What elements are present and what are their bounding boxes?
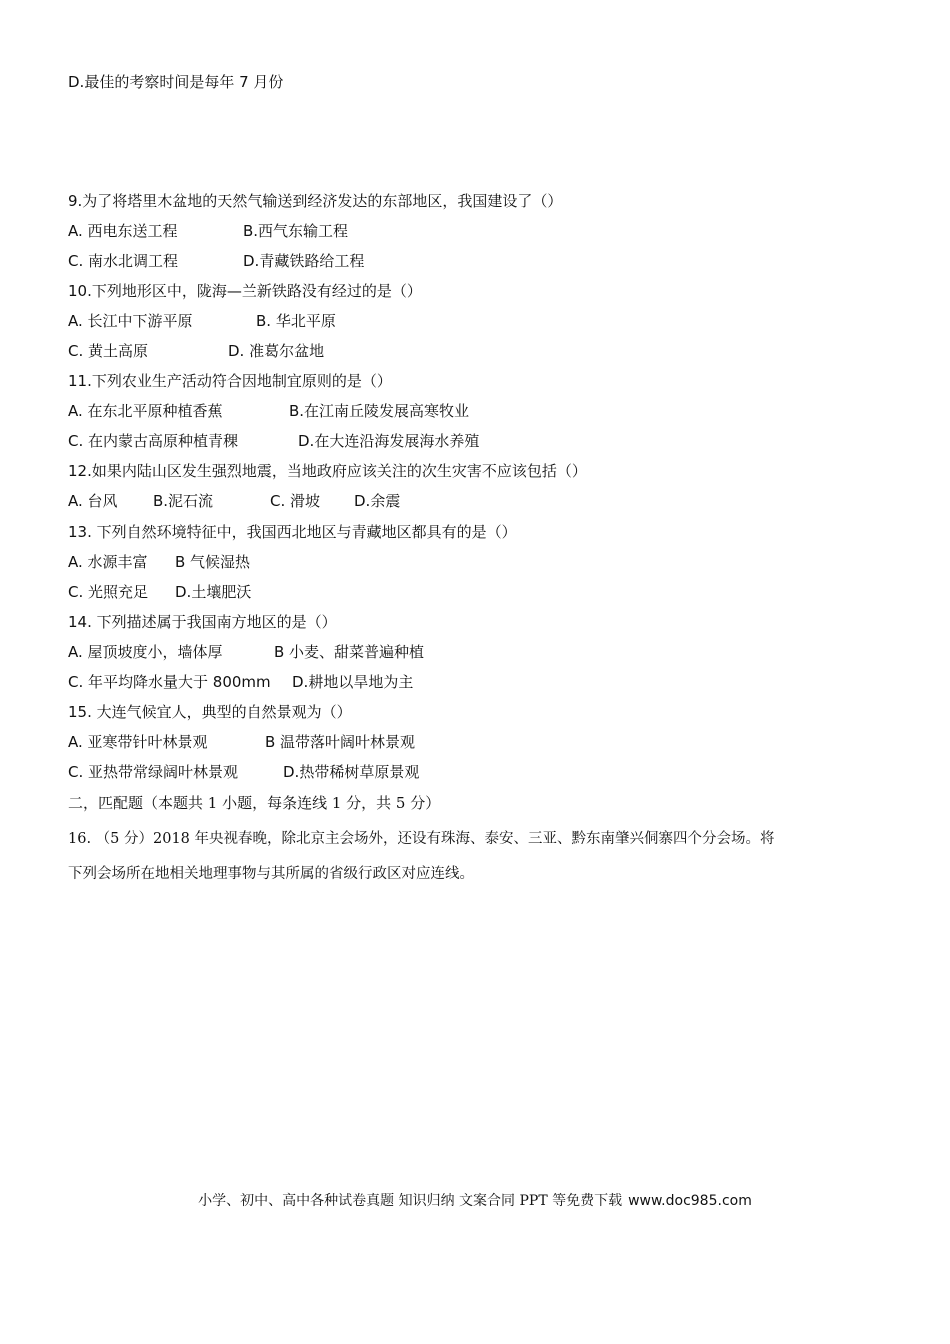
question-13-option-b: B 气候湿热 bbox=[175, 553, 251, 571]
question-11-option-d: D.在大连沿海发展海水养殖 bbox=[298, 432, 480, 450]
question-12-option-d: D.余震 bbox=[354, 492, 401, 510]
question-15-options-row-1 bbox=[68, 732, 415, 752]
question-15: 15. 大连气候宜人，典型的自然景观为（） bbox=[68, 703, 352, 721]
question-16-line-2: 下列会场所在地相关地理事物与其所属的省级行政区对应连线。 bbox=[68, 866, 474, 882]
footer bbox=[0, 1192, 950, 1210]
question-10-option-c: C. 黄土高原 bbox=[68, 342, 149, 360]
question-15-option-b: B 温带落叶阔叶林景观 bbox=[265, 733, 416, 751]
question-9-option-b: B.西气东输工程 bbox=[243, 222, 349, 240]
question-14-options-row-1 bbox=[68, 642, 424, 662]
footer-text: 小学、初中、高中各种试卷真题 知识归纳 文案合同 PPT 等免费下载 bbox=[198, 1193, 623, 1209]
question-14-options-row-2 bbox=[68, 672, 413, 692]
question-16-line-1: 16. （5 分）2018 年央视春晚，除北京主会场外，还设有珠海、泰安、三亚、黔东南肇兴侗寨四个分会场。将 bbox=[68, 831, 775, 847]
question-11: 11.下列农业生产活动符合因地制宜原则的是（） bbox=[68, 372, 392, 390]
question-14: 14. 下列描述属于我国南方地区的是（） bbox=[68, 613, 337, 631]
question-14-option-b: B 小麦、甜菜普遍种植 bbox=[274, 643, 425, 661]
question-9-option-d: D.青藏铁路给工程 bbox=[243, 252, 365, 270]
question-11-options-row-2 bbox=[68, 431, 479, 451]
question-12-option-c: C. 滑坡 bbox=[270, 492, 321, 510]
question-13-options-row-1 bbox=[68, 552, 250, 572]
question-9-option-a: A. 西电东送工程 bbox=[68, 222, 178, 240]
footer-url[interactable]: www.doc985.com bbox=[628, 1193, 752, 1209]
question-8-option-d: D.最佳的考察时间是每年 7 月份 bbox=[68, 73, 284, 91]
question-10-option-a: A. 长江中下游平原 bbox=[68, 312, 193, 330]
question-9-options-row-1 bbox=[68, 221, 348, 241]
question-13-option-d: D.土壤肥沃 bbox=[175, 583, 252, 601]
question-9-option-c: C. 南水北调工程 bbox=[68, 252, 179, 270]
question-14-option-d: D.耕地以旱地为主 bbox=[292, 673, 414, 691]
question-14-option-a: A. 屋顶坡度小，墙体厚 bbox=[68, 643, 223, 661]
question-15-option-c: C. 亚热带常绿阔叶林景观 bbox=[68, 763, 239, 781]
question-10: 10.下列地形区中，陇海—兰新铁路没有经过的是（） bbox=[68, 282, 422, 300]
section-2-heading: 二，匹配题（本题共 1 小题，每条连线 1 分，共 5 分） bbox=[68, 794, 441, 812]
question-10-options-row-2 bbox=[68, 341, 324, 361]
question-12-options bbox=[68, 491, 400, 511]
question-15-option-a: A. 亚寒带针叶林景观 bbox=[68, 733, 208, 751]
question-12: 12.如果内陆山区发生强烈地震，当地政府应该关注的次生灾害不应该包括（） bbox=[68, 462, 587, 480]
question-10-options-row-1 bbox=[68, 311, 336, 331]
question-12-option-a: A. 台风 bbox=[68, 492, 118, 510]
question-13: 13. 下列自然环境特征中，我国西北地区与青藏地区都具有的是（） bbox=[68, 523, 517, 541]
question-10-option-d: D. 准葛尔盆地 bbox=[228, 342, 325, 360]
question-10-option-b: B. 华北平原 bbox=[256, 312, 336, 330]
question-11-option-b: B.在江南丘陵发展高寒牧业 bbox=[289, 402, 470, 420]
question-11-option-a: A. 在东北平原种植香蕉 bbox=[68, 402, 223, 420]
question-13-option-c: C. 光照充足 bbox=[68, 583, 149, 601]
question-11-option-c: C. 在内蒙古高原种植青稞 bbox=[68, 432, 239, 450]
question-15-option-d: D.热带稀树草原景观 bbox=[283, 763, 420, 781]
question-15-options-row-2 bbox=[68, 762, 419, 782]
question-9-options-row-2 bbox=[68, 251, 364, 271]
question-11-options-row-1 bbox=[68, 401, 469, 421]
question-13-options-row-2 bbox=[68, 582, 251, 602]
question-13-option-a: A. 水源丰富 bbox=[68, 553, 148, 571]
question-9: 9.为了将塔里木盆地的天然气输送到经济发达的东部地区，我国建设了（） bbox=[68, 192, 563, 210]
question-12-option-b: B.泥石流 bbox=[153, 492, 214, 510]
question-14-option-c: C. 年平均降水量大于 800mm bbox=[68, 673, 271, 691]
